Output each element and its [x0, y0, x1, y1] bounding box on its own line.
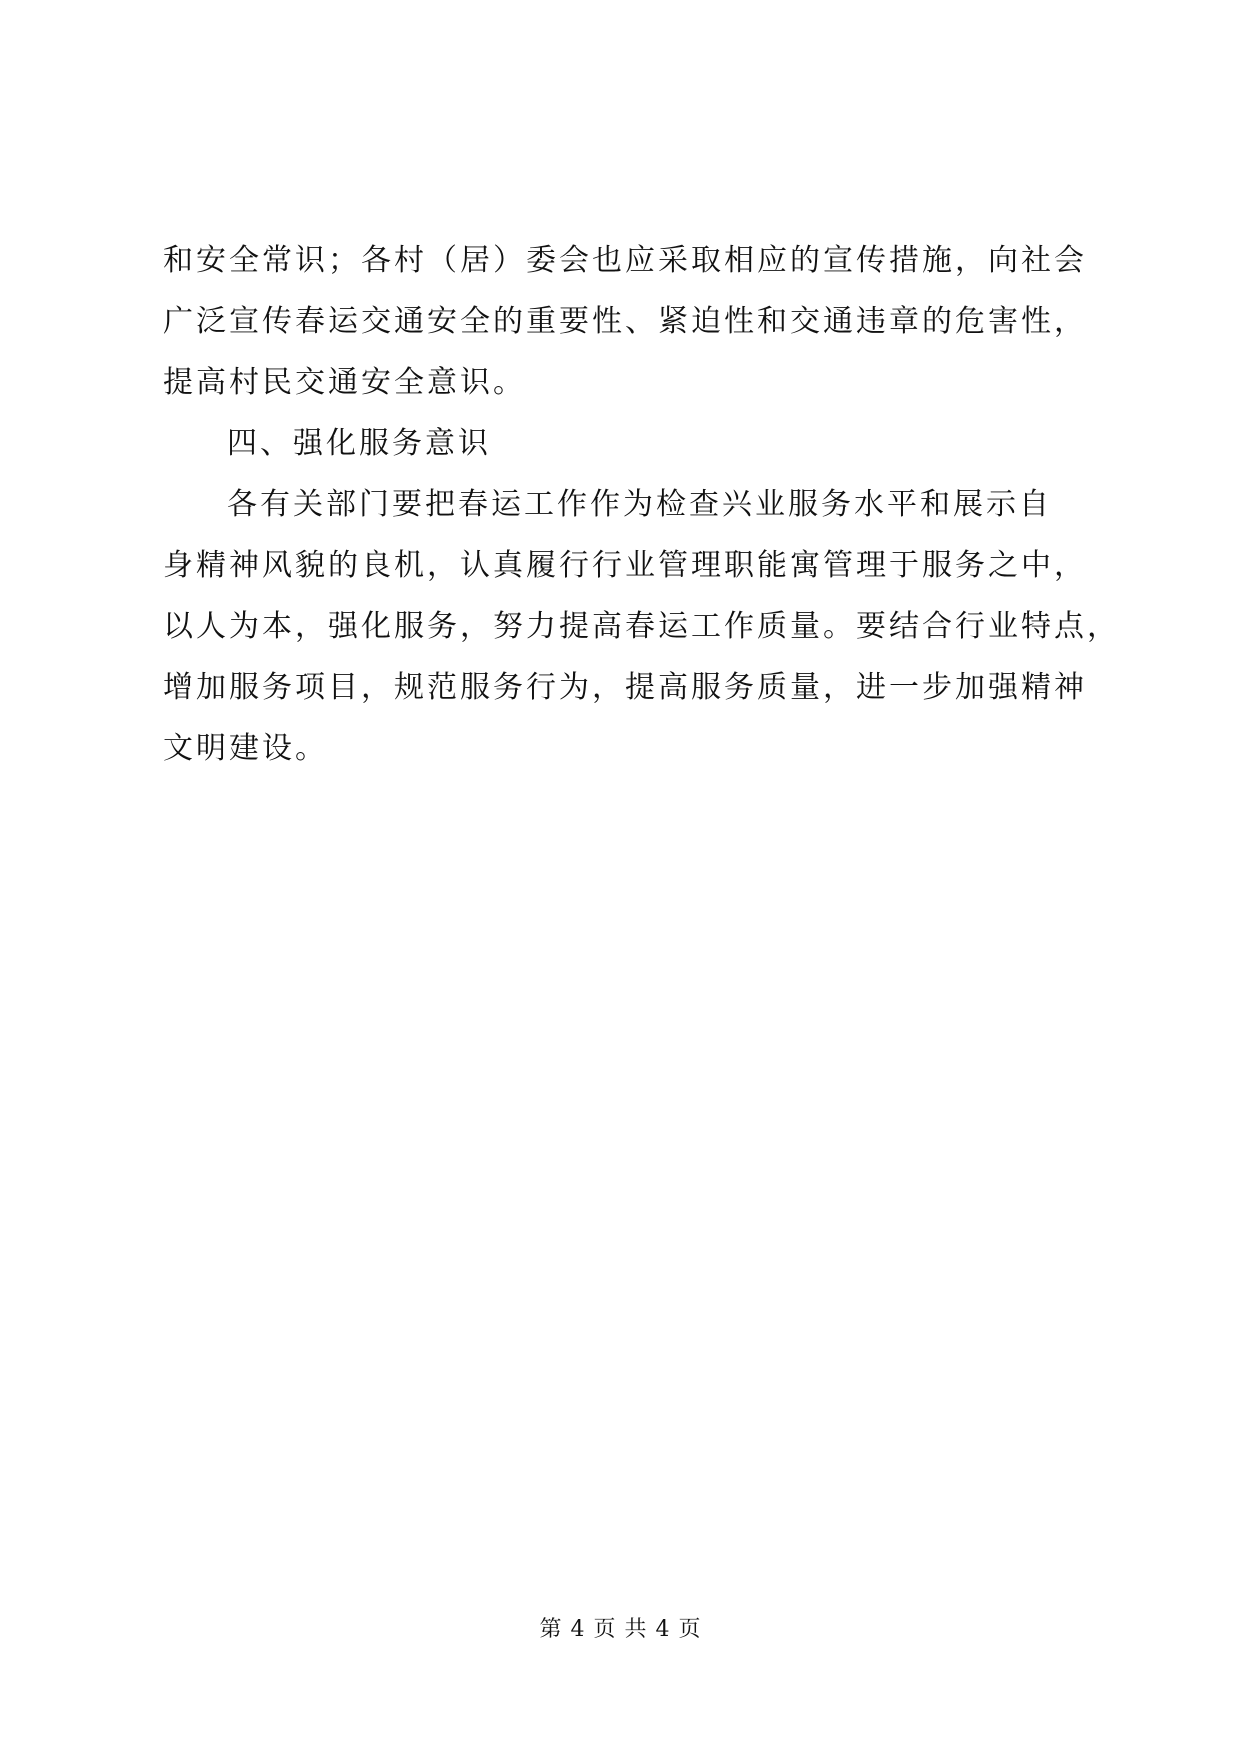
page-number-footer: 第 4 页 共 4 页	[539, 1617, 702, 1642]
section-heading: 四、强化服务意识	[227, 426, 491, 461]
text-line: 各有关部门要把春运工作作为检查兴业服务水平和展示自	[227, 487, 1052, 522]
text-line: 提高村民交通安全意识。	[163, 365, 526, 400]
text-line: 以人为本，强化服务，努力提高春运工作质量。要结合行业特点，	[163, 609, 1120, 644]
document-body	[163, 230, 1120, 779]
text-line: 广泛宣传春运交通安全的重要性、紧迫性和交通违章的危害性，	[163, 304, 1087, 339]
text-line: 身精神风貌的良机，认真履行行业管理职能寓管理于服务之中，	[163, 548, 1087, 583]
text-line: 和安全常识；各村（居）委会也应采取相应的宣传措施，向社会	[163, 243, 1087, 278]
text-line: 增加服务项目，规范服务行为，提高服务质量，进一步加强精神	[163, 670, 1087, 705]
text-line: 文明建设。	[163, 731, 328, 766]
